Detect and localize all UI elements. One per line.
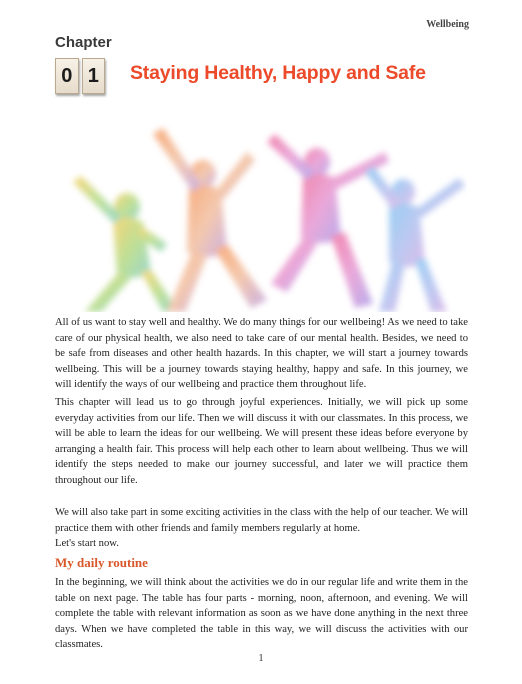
activities-paragraph: We will also take part in some exciting activities in the class with the help of our teacher. We will practice them with other friends and family members regularly at home. Let's start now.	[55, 505, 468, 552]
page-number: 1	[258, 653, 264, 664]
chapter-number-digit: 1	[82, 58, 106, 94]
dancing-people-illustration	[55, 112, 467, 312]
chapter-title: Staying Healthy, Happy and Safe	[130, 62, 426, 84]
intro-paragraph: All of us want to stay well and healthy. We do many things for our wellbeing! As we need to take care of our physical health, we also need to take care of our mental health. Besides, we need to be safe from diseases and other health hazards. In this chapter, we will start a journey towards wellbeing. This will be a journey towards staying healthy, happy and safe. In this journey, we will identify the ways of our wellbeing and practice them throughout life.	[55, 317, 468, 390]
section-heading-daily-routine: My daily routine	[55, 555, 148, 570]
running-header: Wellbeing	[426, 19, 469, 30]
journey-paragraph: This chapter will lead us to go through joyful experiences. Initially, we will pick up some everyday activities from our life. Then we will discuss it with our classmates. In this process, we will be able to learn the ideas for our wellbeing. We will present these ideas before everyone by arranging a health fair. This process will help each other to learn about wellbeing. Thus we will identify the steps needed to make our journey successful, and later we will practice them throughout our life.	[55, 397, 468, 486]
chapter-number-digit: 0	[55, 58, 79, 94]
chapter-number-badge	[55, 58, 105, 94]
chapter-label: Chapter	[55, 34, 112, 51]
lets-start-line: Let's start now.	[55, 538, 119, 549]
daily-routine-paragraph: In the beginning, we will think about the activities we do in our regular life and write them in the table on next page. The table has four parts - morning, noon, afternoon, and evening. We will complete the table with relevant information as soon as we have done anything in the next three days. When we have completed the table in this way, we will discuss the activities with our classmates.	[55, 577, 468, 650]
